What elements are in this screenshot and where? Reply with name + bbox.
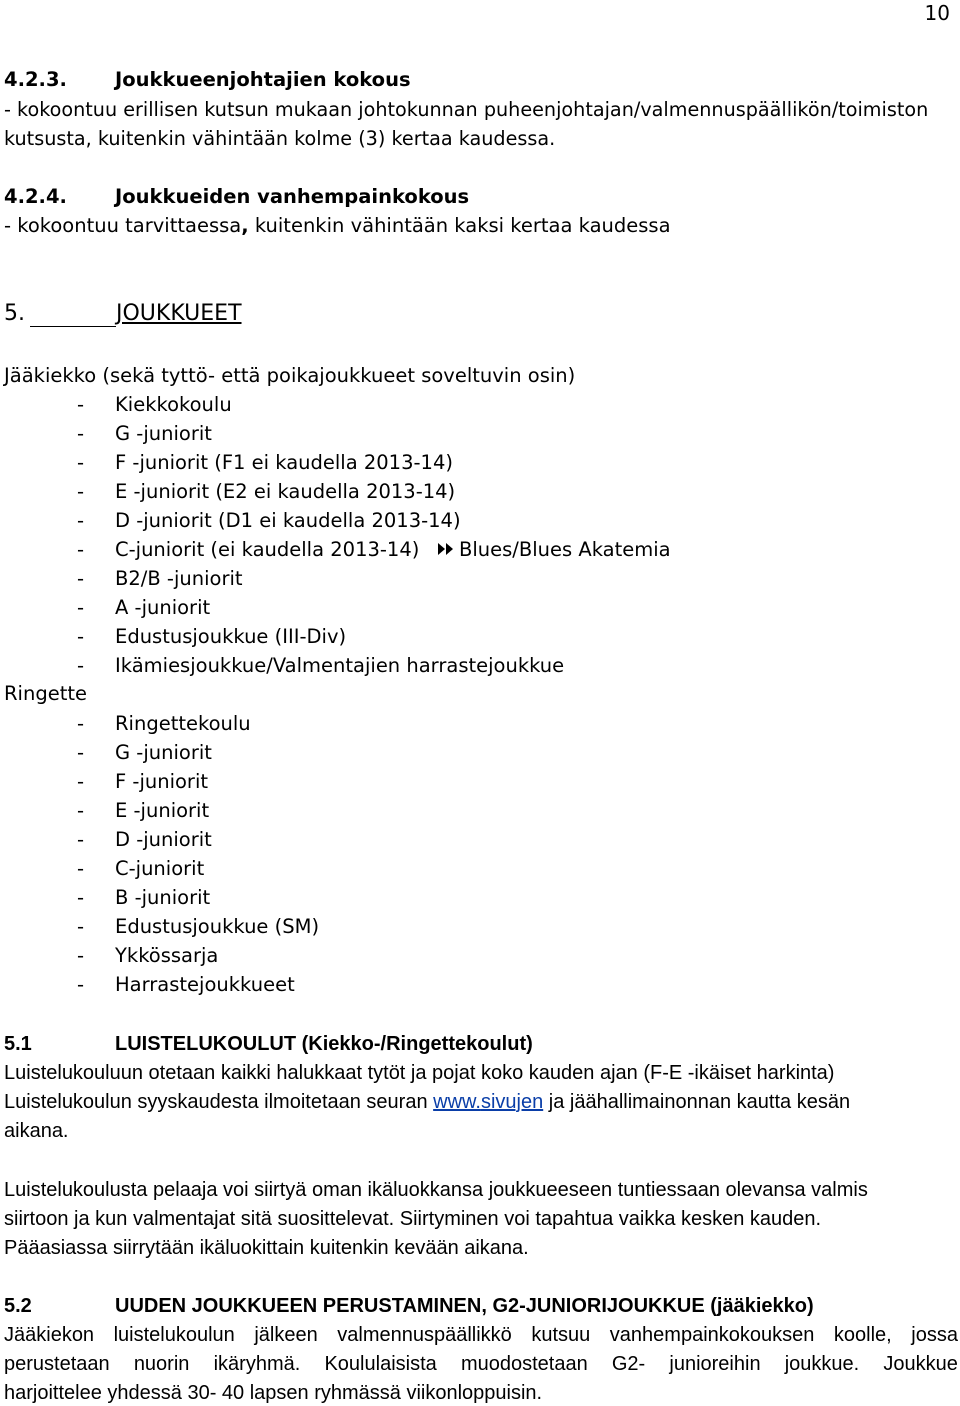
paragraph-line: Luistelukoulusta pelaaja voi siirtyä oman ikäluokkansa joukkueeseen tuntiessaan olevansa valmis: [4, 1179, 868, 1201]
word: ikäryhmä.: [213, 1353, 301, 1375]
list-item: F -juniorit: [115, 770, 209, 793]
list-dash: -: [77, 828, 85, 851]
list-item: D -juniorit (D1 ei kaudella 2013-14): [115, 509, 461, 532]
paragraph-line: Luistelukouluun otetaan kaikki halukkaat tytöt ja pojat koko kauden ajan (F-E -ikäiset harkinta): [4, 1062, 835, 1084]
link-part: sivujen: [480, 1091, 544, 1113]
list-dash: -: [77, 625, 85, 648]
list-dash: -: [77, 567, 85, 590]
list-item: E -juniorit (E2 ei kaudella 2013-14): [115, 480, 456, 503]
word: luistelukoulun: [113, 1324, 235, 1346]
list-item: Ykkössarja: [115, 944, 219, 967]
paragraph-line: Pääasiassa siirrytään ikäluokittain kuitenkin kevään aikana.: [4, 1237, 529, 1259]
paragraph-line: [4, 216, 671, 236]
bold-comma: ,: [241, 214, 249, 237]
list-item: G -juniorit: [115, 422, 212, 445]
word: jälkeen: [254, 1324, 318, 1346]
list-item: D -juniorit: [115, 828, 212, 851]
list-item: G -juniorit: [115, 741, 212, 764]
word: kutsuu: [531, 1324, 591, 1346]
list-item: F -juniorit (F1 ei kaudella 2013-14): [115, 451, 453, 474]
paragraph-line-justified: [4, 1325, 958, 1345]
word: junioreihin: [669, 1353, 761, 1375]
list-dash: -: [77, 393, 85, 416]
section-title: UUDEN JOUKKUEEN PERUSTAMINEN, G2-JUNIORIJOUKKUE (jääkiekko): [115, 1295, 814, 1317]
list-item: Edustusjoukkue (III-Div): [115, 625, 347, 648]
list-item: C-juniorit: [115, 857, 205, 880]
list-dash: -: [77, 451, 85, 474]
word: jossa: [911, 1324, 958, 1346]
word: nuorin: [133, 1353, 190, 1375]
word: vanhempainkokouksen: [609, 1324, 815, 1346]
double-arrow-icon: [436, 542, 456, 559]
text-part: ja jäähallimainonnan kautta kesän: [543, 1091, 851, 1113]
paragraph-line: harjoittelee yhdessä 30- 40 lapsen ryhmässä viikonloppuisin.: [4, 1382, 543, 1404]
word: joukkue.: [784, 1353, 860, 1375]
word: valmennuspäällikkö: [337, 1324, 512, 1346]
page-number: 10: [924, 1, 950, 25]
list-item: Ikämiesjoukkue/Valmentajien harrastejoukkue: [115, 654, 565, 677]
list-dash: -: [77, 654, 85, 677]
list-dash: -: [77, 422, 85, 445]
paragraph-line: kutsusta, kuitenkin vähintään kolme (3) kertaa kaudessa.: [4, 127, 556, 150]
word: koolle,: [833, 1324, 892, 1346]
word: G2-: [611, 1353, 646, 1375]
paragraph-line-justified: [4, 1354, 958, 1374]
list-item: A -juniorit: [115, 596, 211, 619]
list-dash: -: [77, 770, 85, 793]
section-title: Joukkueiden vanhempainkokous: [115, 185, 470, 208]
word: muodostetaan: [460, 1353, 588, 1375]
section-number: 4.2.3.: [4, 68, 67, 91]
text-part: Luistelukoulun syyskaudesta ilmoitetaan seuran: [4, 1091, 434, 1113]
section-title: JOUKKUEET: [116, 301, 242, 326]
text-part: kuitenkin vähintään kaksi kertaa kaudessa: [248, 214, 671, 237]
list-item: C-juniorit (ei kaudella 2013-14): [115, 538, 420, 561]
section-number: 5.1: [4, 1033, 32, 1055]
paragraph-line: siirtoon ja kun valmentajat sitä suosittelevat. Siirtyminen voi tapahtua vaikka kesken kauden.: [4, 1208, 822, 1230]
ringette-heading: Ringette: [4, 682, 87, 705]
word: Joukkue: [883, 1353, 958, 1375]
hockey-intro: Jääkiekko (sekä tyttö- että poikajoukkueet soveltuvin osin): [4, 364, 576, 387]
section-number: 4.2.4.: [4, 185, 67, 208]
paragraph-line: aikana.: [4, 1120, 69, 1142]
list-dash: -: [77, 915, 85, 938]
list-dash: -: [77, 480, 85, 503]
link-part: www.: [433, 1091, 481, 1113]
section-number: 5.: [4, 301, 25, 326]
section-number: 5.2: [4, 1295, 32, 1317]
list-item: Edustusjoukkue (SM): [115, 915, 320, 938]
list-dash: -: [77, 509, 85, 532]
list-item: Ringettekoulu: [115, 712, 251, 735]
list-dash: -: [77, 596, 85, 619]
word: Koululaisista: [324, 1353, 437, 1375]
paragraph-line: [4, 1092, 850, 1112]
word: Jääkiekon: [4, 1324, 95, 1346]
list-item: B -juniorit: [115, 886, 211, 909]
list-dash: -: [77, 799, 85, 822]
list-item: Harrastejoukkueet: [115, 973, 295, 996]
arrow-target-label: Blues/Blues Akatemia: [459, 538, 671, 561]
list-dash: -: [77, 712, 85, 735]
heading-underline-gap: [30, 326, 116, 327]
word: perustetaan: [4, 1353, 110, 1375]
list-dash: -: [77, 944, 85, 967]
section-title: Joukkueenjohtajien kokous: [115, 68, 411, 91]
list-dash: -: [77, 857, 85, 880]
paragraph-line: - kokoontuu erillisen kutsun mukaan johtokunnan puheenjohtajan/valmennuspäällikön/toimiston: [4, 98, 929, 121]
list-item: E -juniorit: [115, 799, 210, 822]
text-part: - kokoontuu tarvittaessa: [4, 214, 242, 237]
website-link[interactable]: [433, 1091, 543, 1113]
list-item: Kiekkokoulu: [115, 393, 232, 416]
list-dash: -: [77, 538, 85, 561]
list-item: B2/B -juniorit: [115, 567, 243, 590]
section-title: LUISTELUKOULUT (Kiekko-/Ringettekoulut): [115, 1033, 533, 1055]
list-dash: -: [77, 741, 85, 764]
list-dash: -: [77, 886, 85, 909]
list-dash: -: [77, 973, 85, 996]
